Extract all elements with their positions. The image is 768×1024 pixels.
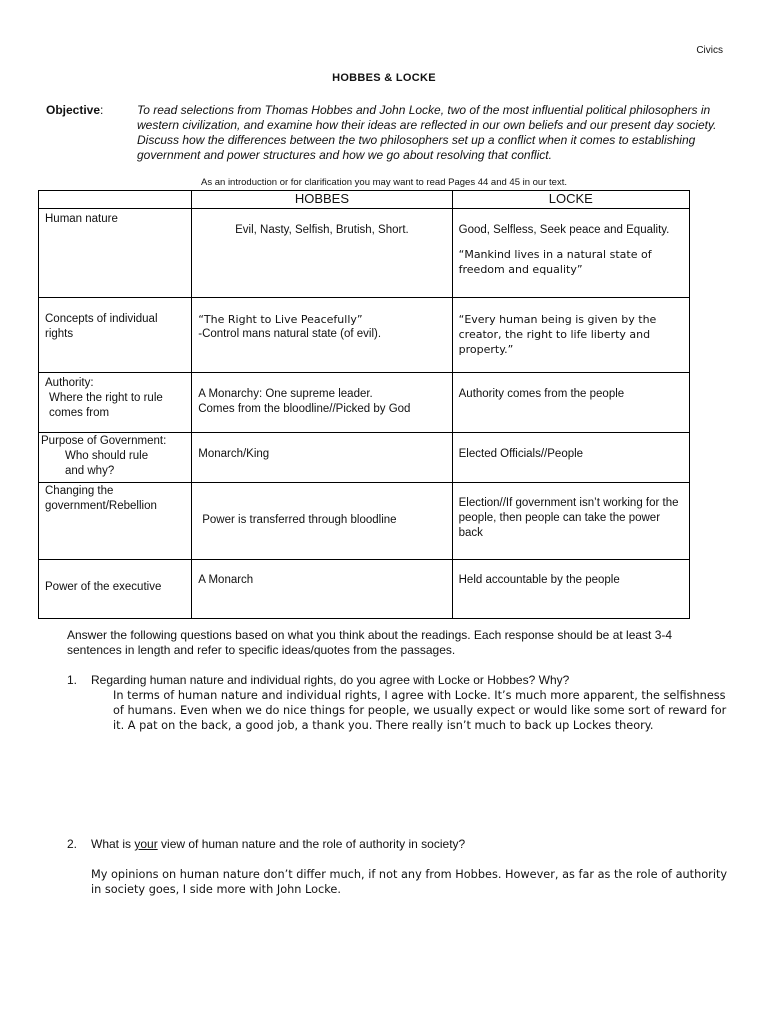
row-hobbes: “The Right to Live Peacefully” -Control mans natural state (of evil). bbox=[192, 298, 452, 373]
course-label: Civics bbox=[696, 45, 723, 56]
header-hobbes: HOBBES bbox=[192, 191, 452, 209]
row-hobbes: A Monarchy: One supreme leader. Comes from the bloodline//Picked by God bbox=[192, 373, 452, 433]
row-hobbes: A Monarch bbox=[192, 560, 452, 619]
question-2-text-after: view of human nature and the role of authority in society? bbox=[157, 837, 466, 851]
table-row bbox=[39, 483, 690, 560]
row-hobbes: Evil, Nasty, Selfish, Brutish, Short. bbox=[192, 209, 452, 298]
row-locke: Elected Officials//People bbox=[452, 433, 689, 483]
row-topic: Power of the executive bbox=[39, 560, 192, 619]
row-hobbes: Monarch/King bbox=[192, 433, 452, 483]
row-locke: Good, Selfless, Seek peace and Equality. “Mankind lives in a natural state of freedom and equality” bbox=[452, 209, 689, 298]
question-1-answer: In terms of human nature and individual rights, I agree with Locke. It’s much more apparent, the selfishness of humans. Even when we do nice things for people, we usually expect or would like some sort of reward for it. A pat on the back, a good job, a thank you. There really isn’t much to back up Lockes theory. bbox=[113, 689, 727, 732]
instructions: Answer the following questions based on what you think about the readings. Each response should be at least 3-4 sentences in length and refer to specific ideas/quotes from the passages. bbox=[67, 628, 673, 657]
header-locke: LOCKE bbox=[452, 191, 689, 209]
objective-colon: : bbox=[100, 103, 104, 117]
row-topic: Changing the government/Rebellion bbox=[39, 483, 192, 560]
question-2-text-before: What is bbox=[91, 837, 135, 851]
table-header-row bbox=[39, 191, 690, 209]
page-title: HOBBES & LOCKE bbox=[332, 72, 436, 84]
row-hobbes: Power is transferred through bloodline bbox=[192, 483, 452, 560]
row-topic: Authority: Where the right to rule comes from bbox=[39, 373, 192, 433]
table-row bbox=[39, 298, 690, 373]
question-1-number: 1. bbox=[67, 673, 78, 687]
objective-label-text: Objective bbox=[46, 103, 101, 117]
intro-note: As an introduction or for clarification you may want to read Pages 44 and 45 in our text. bbox=[201, 177, 567, 188]
question-2-answer: My opinions on human nature don’t differ much, if not any from Hobbes. However, as far as the role of authority in society goes, I side more with John Locke. bbox=[91, 868, 728, 896]
question-2-number: 2. bbox=[67, 837, 78, 851]
table-row bbox=[39, 373, 690, 433]
table-row bbox=[39, 433, 690, 483]
objective-label bbox=[46, 103, 103, 117]
row-locke: “Every human being is given by the creator, the right to life liberty and property.” bbox=[452, 298, 689, 373]
row-locke: Held accountable by the people bbox=[452, 560, 689, 619]
row-topic: Concepts of individual rights bbox=[39, 298, 192, 373]
table-row bbox=[39, 560, 690, 619]
row-topic: Human nature bbox=[39, 209, 192, 298]
question-2-emphasis: your bbox=[134, 837, 158, 851]
question-2-text bbox=[91, 837, 731, 852]
row-topic: Purpose of Government: Who should rule and why? bbox=[39, 433, 192, 483]
row-locke: Authority comes from the people bbox=[452, 373, 689, 433]
row-locke: Election//If government isn’t working for the people, then people can take the power back bbox=[452, 483, 689, 560]
objective-text: To read selections from Thomas Hobbes and John Locke, two of the most influential political philosophers in western civilization, and examine how their ideas are reflected in our own beliefs and our present day society. Discuss how the differences between the two philosophers set up a conflict when it comes to establishing government and power structures and how we go about resolving that conflict. bbox=[137, 103, 717, 162]
comparison-table bbox=[38, 190, 690, 619]
question-1-text: Regarding human nature and individual rights, do you agree with Locke or Hobbes? Why? bbox=[91, 673, 570, 687]
table-row bbox=[39, 209, 690, 298]
header-topic bbox=[39, 191, 192, 209]
